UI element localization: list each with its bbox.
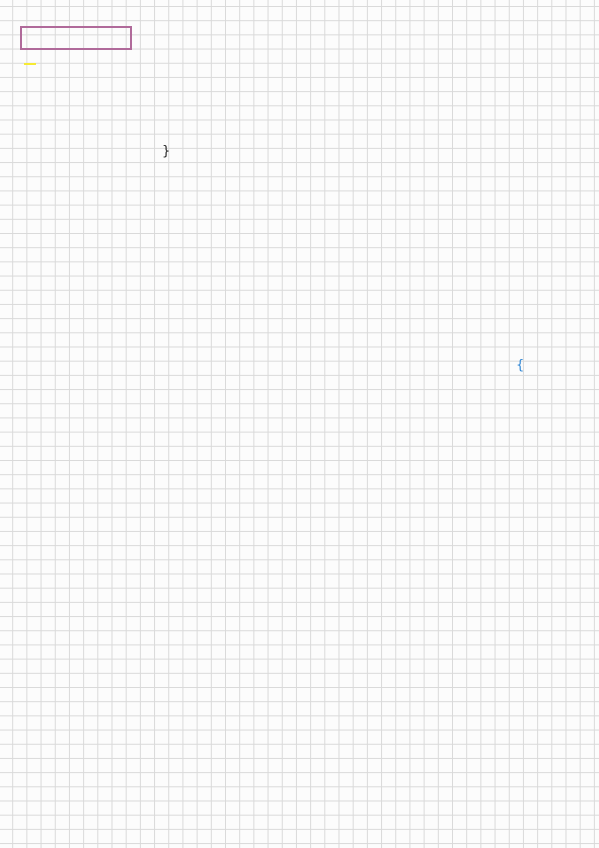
part-a-brace: } — [162, 144, 171, 159]
part-c-result-brace: { — [516, 358, 525, 373]
